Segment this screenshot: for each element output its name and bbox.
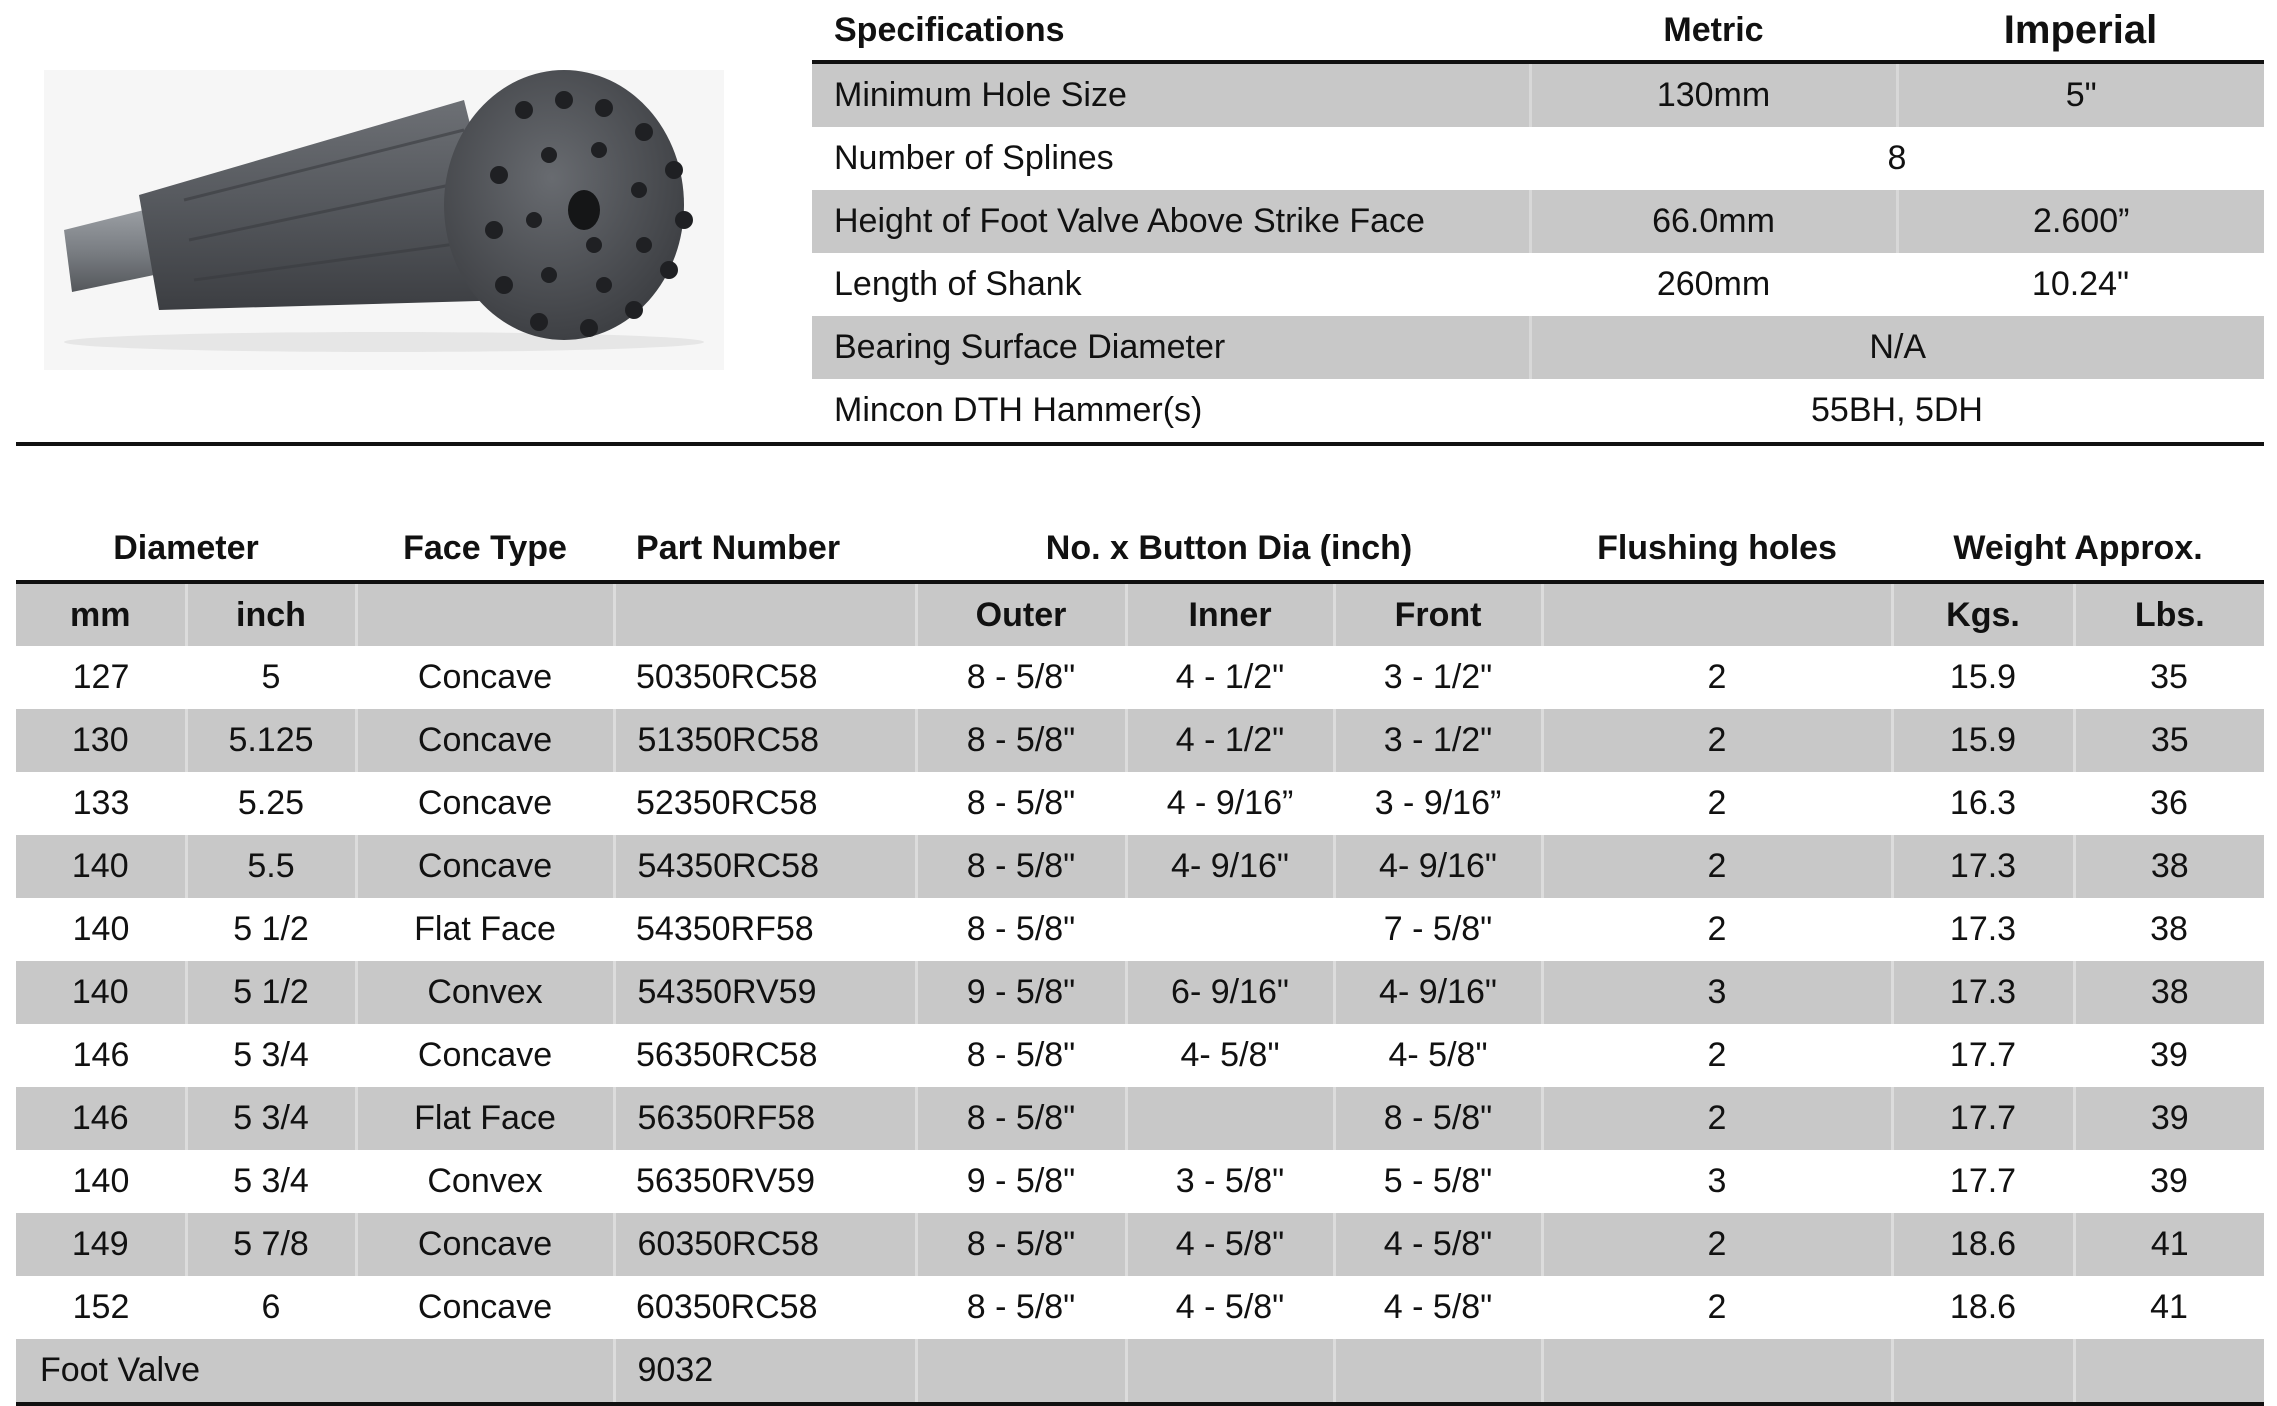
spec-row (812, 316, 2264, 379)
cell-kgs: 17.7 (1949, 1162, 2017, 1200)
spec-label: Number of Splines (834, 139, 1114, 177)
table-row (16, 1150, 2264, 1213)
cell-lbs: 35 (2150, 658, 2188, 696)
spec-label: Height of Foot Valve Above Strike Face (812, 190, 1530, 253)
cell-lbs: 41 (2150, 1288, 2188, 1326)
cell-part-number: 60350RC58 (614, 1213, 916, 1276)
header-lbs: Lbs. (2074, 582, 2264, 646)
cell-mm: 149 (16, 1213, 186, 1276)
cell-outer: 8 - 5/8" (916, 1087, 1126, 1150)
cell-face-type: Flat Face (414, 910, 556, 948)
header-blank (614, 582, 916, 646)
cell-flushing: 2 (1707, 1288, 1727, 1326)
cell-flushing: 2 (1707, 1036, 1727, 1074)
foot-valve-row (16, 1339, 2264, 1404)
cell-face-type: Flat Face (356, 1087, 614, 1150)
cell-blank (1542, 1339, 1892, 1404)
cell-mm: 146 (16, 1087, 186, 1150)
spec-label: Length of Shank (834, 265, 1082, 303)
cell-kgs: 17.3 (1949, 910, 2017, 948)
cell-flushing: 2 (1542, 1087, 1892, 1150)
spec-row (812, 253, 2264, 316)
header-kgs: Kgs. (1892, 582, 2074, 646)
cell-kgs: 17.3 (1892, 835, 2074, 898)
cell-lbs: 39 (2150, 1036, 2188, 1074)
cell-part-number: 52350RC58 (636, 784, 818, 822)
cell-kgs: 15.9 (1892, 709, 2074, 772)
cell-lbs: 39 (2150, 1162, 2188, 1200)
header-outer: Outer (916, 582, 1126, 646)
cell-lbs: 35 (2074, 709, 2264, 772)
cell-flushing: 2 (1707, 910, 1727, 948)
cell-outer: 8 - 5/8" (966, 1036, 1076, 1074)
cell-blank (2074, 1339, 2264, 1404)
cell-inch: 5 1/2 (186, 961, 356, 1024)
spec-row (812, 379, 2264, 442)
spec-row (812, 62, 2264, 127)
cell-flushing: 3 (1707, 1162, 1727, 1200)
cell-inner: 3 - 5/8" (1175, 1162, 1285, 1200)
spec-metric: 260mm (1656, 265, 1771, 303)
cell-mm: 133 (72, 784, 130, 822)
cell-blank (916, 1339, 1126, 1404)
cell-inch: 5 7/8 (186, 1213, 356, 1276)
spec-imperial: 2.600” (1897, 190, 2264, 253)
cell-part-number: 54350RV59 (614, 961, 916, 1024)
cell-part-number: 54350RF58 (636, 910, 814, 948)
cell-part-number: 51350RC58 (614, 709, 916, 772)
foot-valve-label: Foot Valve (16, 1339, 614, 1404)
spec-header-metric: Metric (1530, 0, 1897, 62)
cell-inch: 5.125 (186, 709, 356, 772)
cell-part-number: 60350RC58 (636, 1288, 818, 1326)
bit-variants-body (16, 646, 2264, 1404)
cell-mm: 152 (72, 1288, 130, 1326)
cell-lbs: 38 (2074, 835, 2264, 898)
cell-inner: 4 - 1/2" (1126, 709, 1334, 772)
cell-front: 3 - 1/2" (1383, 658, 1493, 696)
spec-metric: 66.0mm (1530, 190, 1897, 253)
header-button-dia: No. x Button Dia (inch) (916, 516, 1542, 582)
cell-kgs: 15.9 (1949, 658, 2017, 696)
cell-lbs: 39 (2074, 1087, 2264, 1150)
cell-mm: 127 (72, 658, 130, 696)
cell-flushing: 2 (1542, 835, 1892, 898)
cell-flushing: 2 (1542, 1213, 1892, 1276)
specifications-table (812, 0, 2264, 442)
header-blank (356, 582, 614, 646)
cell-face-type: Concave (417, 784, 553, 822)
cell-mm: 146 (72, 1036, 130, 1074)
cell-inch: 6 (261, 1288, 281, 1326)
cell-face-type: Concave (356, 835, 614, 898)
cell-mm: 140 (72, 1162, 130, 1200)
cell-flushing: 3 (1542, 961, 1892, 1024)
cell-outer: 9 - 5/8" (916, 961, 1126, 1024)
cell-front: 3 - 9/16” (1374, 784, 1502, 822)
spec-value: 55BH, 5DH (1811, 391, 1983, 429)
cell-part-number: 56350RC58 (636, 1036, 818, 1074)
cell-blank (1334, 1339, 1542, 1404)
spec-row (812, 190, 2264, 253)
header-inner: Inner (1126, 582, 1334, 646)
cell-blank (1892, 1339, 2074, 1404)
cell-part-number: 54350RC58 (614, 835, 916, 898)
cell-kgs: 18.6 (1892, 1213, 2074, 1276)
cell-inner: 6- 9/16" (1126, 961, 1334, 1024)
cell-front: 4- 9/16" (1334, 835, 1542, 898)
cell-flushing: 2 (1542, 709, 1892, 772)
spec-imperial: 10.24" (2031, 265, 2130, 303)
sub-header-row (16, 582, 2264, 646)
cell-face-type: Convex (427, 1162, 543, 1200)
header-mm: mm (16, 582, 186, 646)
spec-value: 8 (1887, 139, 1907, 177)
cell-front: 4- 9/16" (1334, 961, 1542, 1024)
cell-face-type: Concave (417, 1288, 553, 1326)
cell-outer: 8 - 5/8" (916, 709, 1126, 772)
spec-label: Minimum Hole Size (812, 62, 1530, 127)
cell-inner: 4 - 1/2" (1175, 658, 1285, 696)
foot-valve-part-number: 9032 (614, 1339, 916, 1404)
cell-front: 8 - 5/8" (1334, 1087, 1542, 1150)
cell-inch: 5 3/4 (233, 1162, 309, 1200)
cell-outer: 8 - 5/8" (966, 658, 1076, 696)
cell-front: 7 - 5/8" (1383, 910, 1493, 948)
spec-imperial: 5" (1897, 62, 2264, 127)
section-divider (16, 442, 2264, 446)
cell-face-type: Concave (417, 658, 553, 696)
cell-part-number: 50350RC58 (636, 658, 818, 696)
cell-outer: 9 - 5/8" (966, 1162, 1076, 1200)
cell-inch: 5 (261, 658, 281, 696)
cell-inch: 5 3/4 (186, 1087, 356, 1150)
cell-outer: 8 - 5/8" (966, 1288, 1076, 1326)
spec-value: N/A (1530, 316, 2264, 379)
drill-bit-image (44, 70, 724, 370)
table-row (16, 772, 2264, 835)
cell-kgs: 17.7 (1949, 1036, 2017, 1074)
spec-label: Mincon DTH Hammer(s) (834, 391, 1203, 429)
cell-inner (1126, 1087, 1334, 1150)
cell-face-type: Concave (356, 709, 614, 772)
cell-inch: 5.5 (186, 835, 356, 898)
header-part-number: Part Number (614, 516, 916, 582)
cell-kgs: 17.3 (1892, 961, 2074, 1024)
cell-blank (1126, 1339, 1334, 1404)
spec-header-imperial: Imperial (1897, 0, 2264, 62)
cell-mm: 140 (16, 835, 186, 898)
table-row (16, 1024, 2264, 1087)
table-row (16, 1276, 2264, 1339)
spec-row (812, 127, 2264, 190)
header-diameter: Diameter (16, 516, 356, 582)
group-header-row (16, 516, 2264, 582)
cell-front: 4 - 5/8" (1334, 1213, 1542, 1276)
cell-kgs: 16.3 (1949, 784, 2017, 822)
cell-front: 3 - 1/2" (1334, 709, 1542, 772)
cell-flushing: 2 (1707, 658, 1727, 696)
header-face-type: Face Type (356, 516, 614, 582)
spec-metric: 130mm (1530, 62, 1897, 127)
cell-lbs: 36 (2150, 784, 2188, 822)
header-inch: inch (186, 582, 356, 646)
bit-variants-table (16, 516, 2264, 1406)
header-flushing-holes: Flushing holes (1542, 516, 1892, 582)
table-row (16, 961, 2264, 1024)
cell-kgs: 18.6 (1949, 1288, 2017, 1326)
table-row (16, 1087, 2264, 1150)
cell-front: 5 - 5/8" (1383, 1162, 1493, 1200)
header-blank (1542, 582, 1892, 646)
table-row (16, 709, 2264, 772)
spec-header-row (812, 0, 2264, 62)
cell-outer: 8 - 5/8" (966, 784, 1076, 822)
cell-mm: 140 (16, 961, 186, 1024)
cell-outer: 8 - 5/8" (966, 910, 1076, 948)
cell-inner (1126, 898, 1334, 961)
cell-kgs: 17.7 (1892, 1087, 2074, 1150)
cell-outer: 8 - 5/8" (916, 1213, 1126, 1276)
cell-front: 4 - 5/8" (1383, 1288, 1493, 1326)
cell-face-type: Concave (417, 1036, 553, 1074)
header-weight: Weight Approx. (1892, 516, 2264, 582)
cell-inner: 4- 9/16" (1126, 835, 1334, 898)
cell-part-number: 56350RV59 (636, 1162, 815, 1200)
cell-inner: 4 - 9/16” (1166, 784, 1294, 822)
cell-front: 4- 5/8" (1388, 1036, 1488, 1074)
cell-lbs: 38 (2150, 910, 2188, 948)
cell-outer: 8 - 5/8" (916, 835, 1126, 898)
cell-face-type: Concave (356, 1213, 614, 1276)
cell-inch: 5 3/4 (233, 1036, 309, 1074)
cell-inch: 5 1/2 (233, 910, 309, 948)
cell-face-type: Convex (356, 961, 614, 1024)
table-row (16, 898, 2264, 961)
cell-mm: 140 (72, 910, 130, 948)
table-row (16, 646, 2264, 709)
cell-part-number: 56350RF58 (614, 1087, 916, 1150)
cell-inner: 4 - 5/8" (1175, 1288, 1285, 1326)
spec-label: Bearing Surface Diameter (812, 316, 1530, 379)
cell-lbs: 41 (2074, 1213, 2264, 1276)
cell-inner: 4 - 5/8" (1126, 1213, 1334, 1276)
cell-lbs: 38 (2074, 961, 2264, 1024)
table-row (16, 835, 2264, 898)
cell-flushing: 2 (1707, 784, 1727, 822)
cell-inner: 4- 5/8" (1180, 1036, 1280, 1074)
spec-header-label: Specifications (812, 0, 1530, 62)
cell-mm: 130 (16, 709, 186, 772)
header-front: Front (1334, 582, 1542, 646)
table-row (16, 1213, 2264, 1276)
cell-inch: 5.25 (237, 784, 305, 822)
